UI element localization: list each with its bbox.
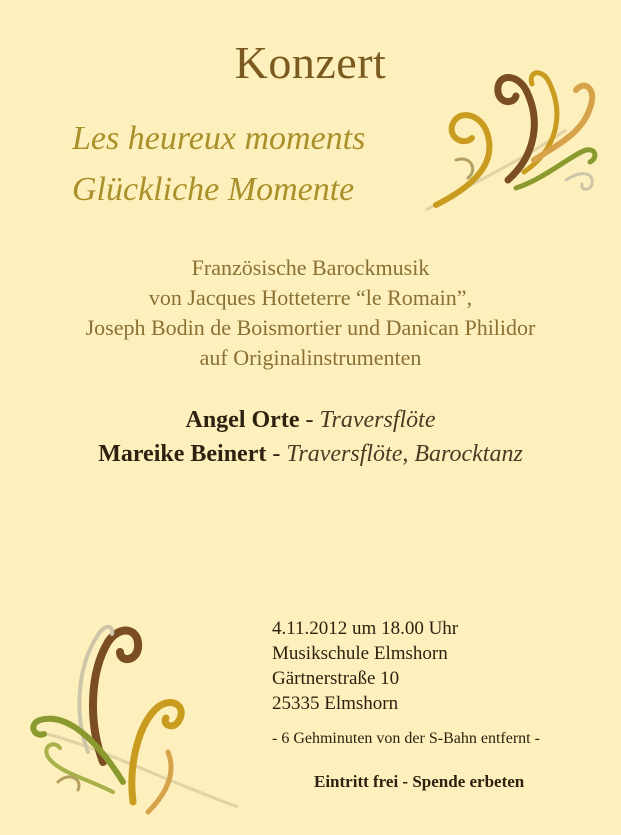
event-details — [272, 616, 458, 716]
description-line: auf Originalinstrumenten — [199, 345, 422, 370]
performer-separator: - — [305, 407, 314, 433]
transit-note: - 6 Gehminuten von der S-Bahn entfernt - — [272, 730, 540, 747]
floral-ornament-bottom — [28, 612, 248, 822]
event-datetime: 4.11.2012 um 18.00 Uhr — [272, 618, 459, 639]
event-street: Gärtnerstraße 10 — [272, 668, 400, 689]
performer-role: Traversflöte, Barocktanz — [286, 441, 523, 467]
performers-list — [0, 403, 621, 471]
description-line: von Jacques Hotteterre “le Romain”, — [148, 285, 473, 310]
event-city: 25335 Elmshorn — [272, 693, 399, 714]
poster-title: Konzert — [234, 37, 387, 88]
performer-row — [0, 403, 621, 437]
event-venue: Musikschule Elmshorn — [272, 643, 448, 664]
description-line: Französische Barockmusik — [191, 255, 430, 280]
admission-note: Eintritt frei - Spende erbeten — [314, 772, 525, 791]
performer-role: Traversflöte — [319, 407, 436, 433]
description-line: Joseph Bodin de Boismortier und Danican Philidor — [85, 315, 536, 340]
performer-separator: - — [272, 441, 281, 467]
subtitle-german: Glückliche Momente — [72, 171, 355, 208]
subtitle-french: Les heureux moments — [72, 120, 366, 157]
program-description — [0, 253, 621, 373]
performer-name: Mareike Beinert — [98, 441, 267, 467]
performer-row — [0, 437, 621, 471]
performer-name: Angel Orte — [185, 407, 300, 433]
